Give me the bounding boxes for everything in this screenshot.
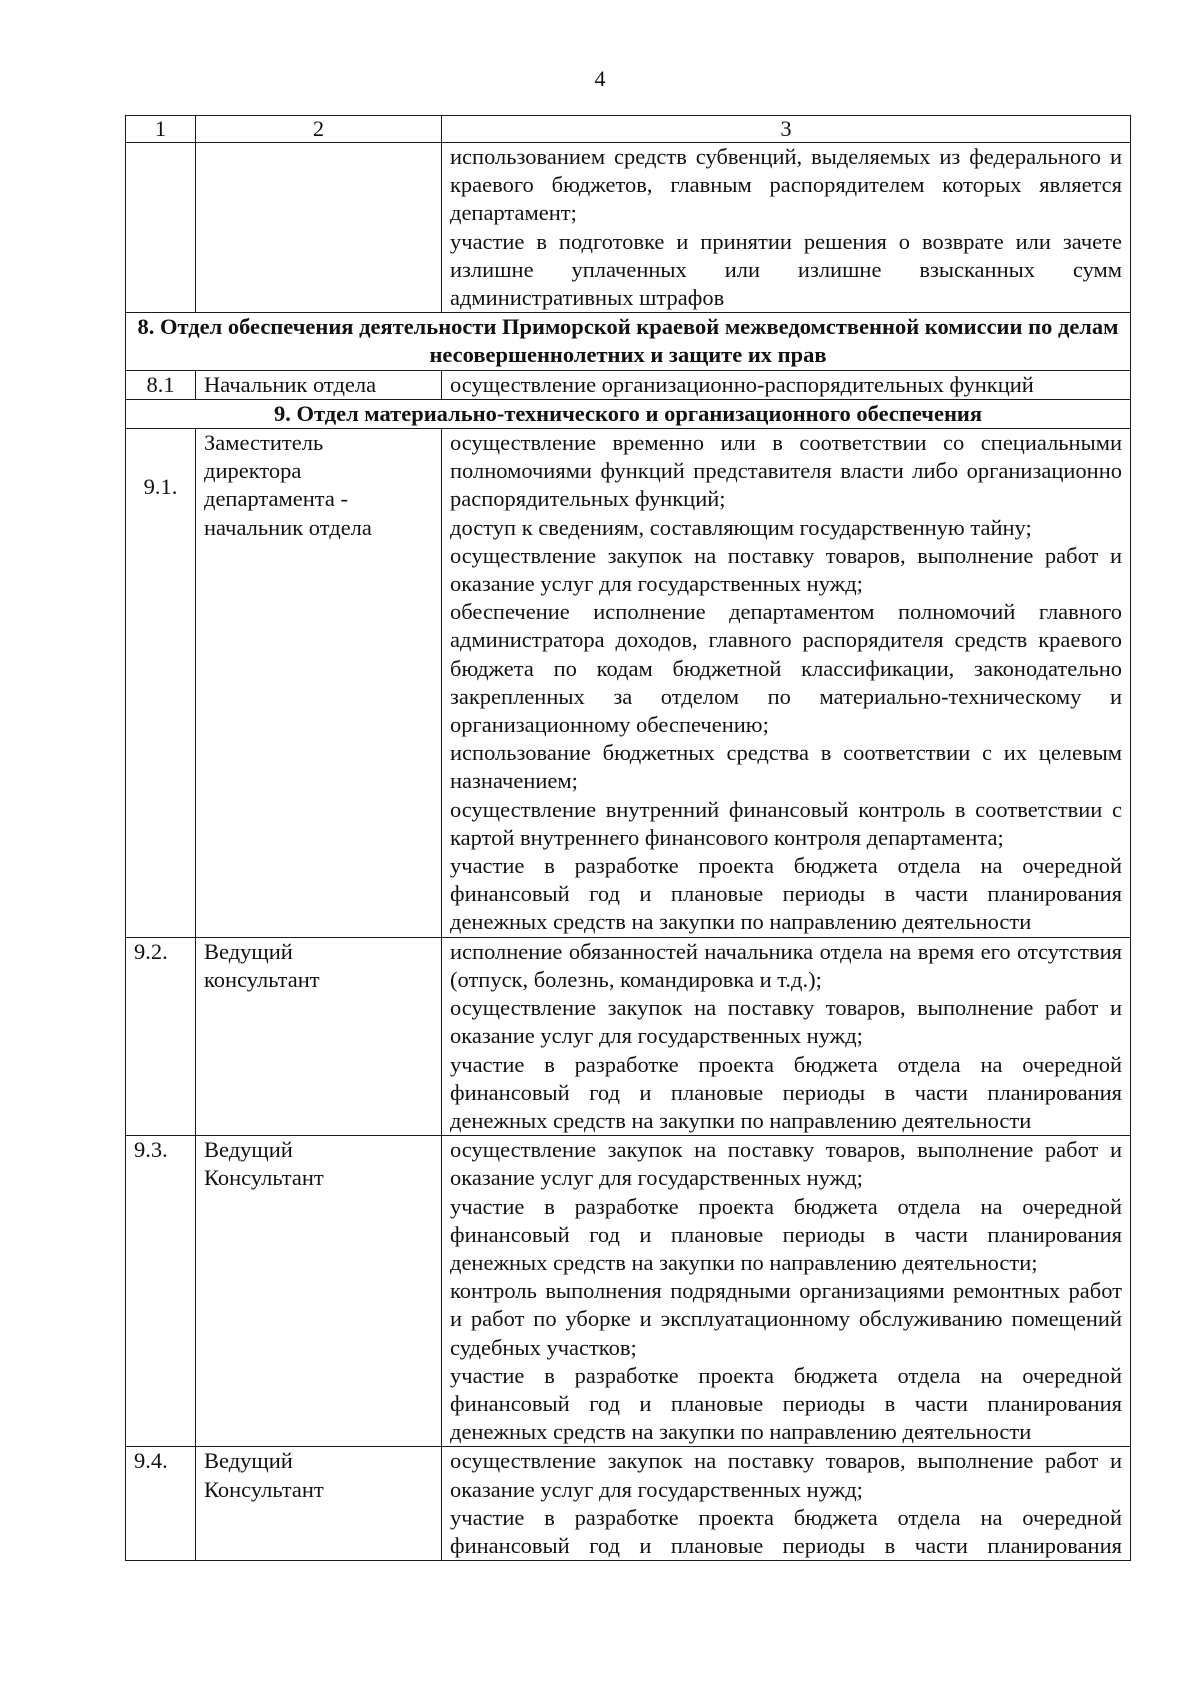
section-heading-row	[126, 313, 1131, 370]
duty-item: использованием средств субвенций, выделяемых из федерального и краевого бюджетов, главным распорядителем которых является департамент;	[450, 144, 1122, 226]
duty-item: осуществление внутренний финансовый контроль в соответствии с картой внутреннего финансового контроля департамента;	[450, 796, 1122, 850]
row-number: 9.1.	[126, 429, 196, 938]
duty-item: участие в разработке проекта бюджета отдела на очередной финансовый год и плановые периоды в части планирования денежных средств на закупки по направлению деятельности	[450, 853, 1122, 935]
row-duties	[442, 143, 1131, 313]
row-number	[126, 143, 196, 313]
duty-item: использование бюджетных средства в соответствии с их целевым назначением;	[450, 740, 1122, 794]
duty-item: участие в разработке проекта бюджета отдела на очередной финансовый год и плановые периоды в части планирования денежных средств на закупки по направлению деятельности	[450, 1051, 1122, 1133]
duty-item: осуществление закупок на поставку товаров, выполнение работ и оказание услуг для государственных нужд;	[450, 1137, 1122, 1191]
duty-item: осуществление организационно-распорядительных функций	[450, 371, 1034, 397]
duty-item: участие в разработке проекта бюджета отдела на очередной финансовый год и плановые периоды в части планирования денежных средств на закупки по направлению деятельности	[450, 1362, 1122, 1445]
positions-table	[125, 115, 1131, 1561]
table-row-9-4	[126, 1447, 1131, 1561]
duty-item: исполнение обязанностей начальника отдела на время его отсутствия (отпуск, болезнь, командировка и т.д.);	[450, 938, 1122, 992]
duty-item: участие в разработке проекта бюджета отдела на очередной финансовый год и плановые периоды в части планирования денежных средств на закупки по направлению деятельности;	[450, 1193, 1122, 1275]
duty-item: осуществление закупок на поставку товаров, выполнение работ и оказание услуг для государственных нужд;	[450, 995, 1122, 1049]
row-duties	[442, 1447, 1131, 1561]
duty-item: осуществление закупок на поставку товаров, выполнение работ и оказание услуг для государственных нужд;	[450, 1448, 1122, 1502]
duty-item: осуществление закупок на поставку товаров, выполнение работ и оказание услуг для государственных нужд;	[450, 542, 1122, 597]
header-row	[126, 116, 1131, 143]
row-number: 9.4.	[126, 1447, 196, 1561]
duty-item: доступ к сведениям, составляющим государственную тайну;	[450, 514, 1032, 540]
row-duties	[442, 429, 1131, 938]
section-8-title: 8. Отдел обеспечения деятельности Приморской краевой межведомственной комиссии по делам несовершеннолетних и защите их прав	[126, 313, 1131, 370]
column-header-1: 1	[126, 116, 196, 143]
row-duties	[442, 370, 1131, 399]
duty-item: осуществление временно или в соответствии со специальными полномочиями функций представителя власти либо организационно распорядительных функций;	[450, 430, 1122, 512]
duty-item: обеспечение исполнение департаментом полномочий главного администратора доходов, главного распорядителя средств краевого бюджета по кодам бюджетной классификации, законодательно закрепленных за отделом по материально-техническому и организационному обеспечению;	[450, 599, 1122, 738]
duty-item: участие в разработке проекта бюджета отдела на очередной финансовый год и плановые периоды в части планирования	[450, 1504, 1122, 1558]
section-9-title: 9. Отдел материально-технического и организационного обеспечения	[126, 399, 1131, 428]
row-position: Ведущий Консультант	[196, 1447, 442, 1561]
row-duties	[442, 937, 1131, 1135]
row-number: 8.1	[126, 370, 196, 399]
column-header-3: 3	[442, 116, 1131, 143]
table-row-9-2	[126, 937, 1131, 1135]
row-position: Ведущий консультант	[196, 937, 442, 1135]
table-row-9-1	[126, 429, 1131, 938]
column-header-2: 2	[196, 116, 442, 143]
duty-item: участие в подготовке и принятии решения о возврате или зачете излишне уплаченных или излишне взысканных сумм административных штрафов	[450, 228, 1122, 311]
table-row-continuation	[126, 143, 1131, 313]
row-position	[196, 143, 442, 313]
row-position: Начальник отдела	[196, 370, 442, 399]
table-row-9-3	[126, 1136, 1131, 1447]
row-number: 9.3.	[126, 1136, 196, 1447]
page-number: 4	[594, 66, 606, 91]
row-number: 9.2.	[126, 937, 196, 1135]
section-heading-row	[126, 399, 1131, 428]
row-position: Заместитель директора департамента - начальник отдела	[196, 429, 442, 938]
row-duties	[442, 1136, 1131, 1447]
table-row-8-1	[126, 370, 1131, 399]
row-position: Ведущий Консультант	[196, 1136, 442, 1447]
duty-item: контроль выполнения подрядными организациями ремонтных работ и работ по уборке и эксплуатационному обслуживанию помещений судебных участков;	[450, 1278, 1122, 1360]
